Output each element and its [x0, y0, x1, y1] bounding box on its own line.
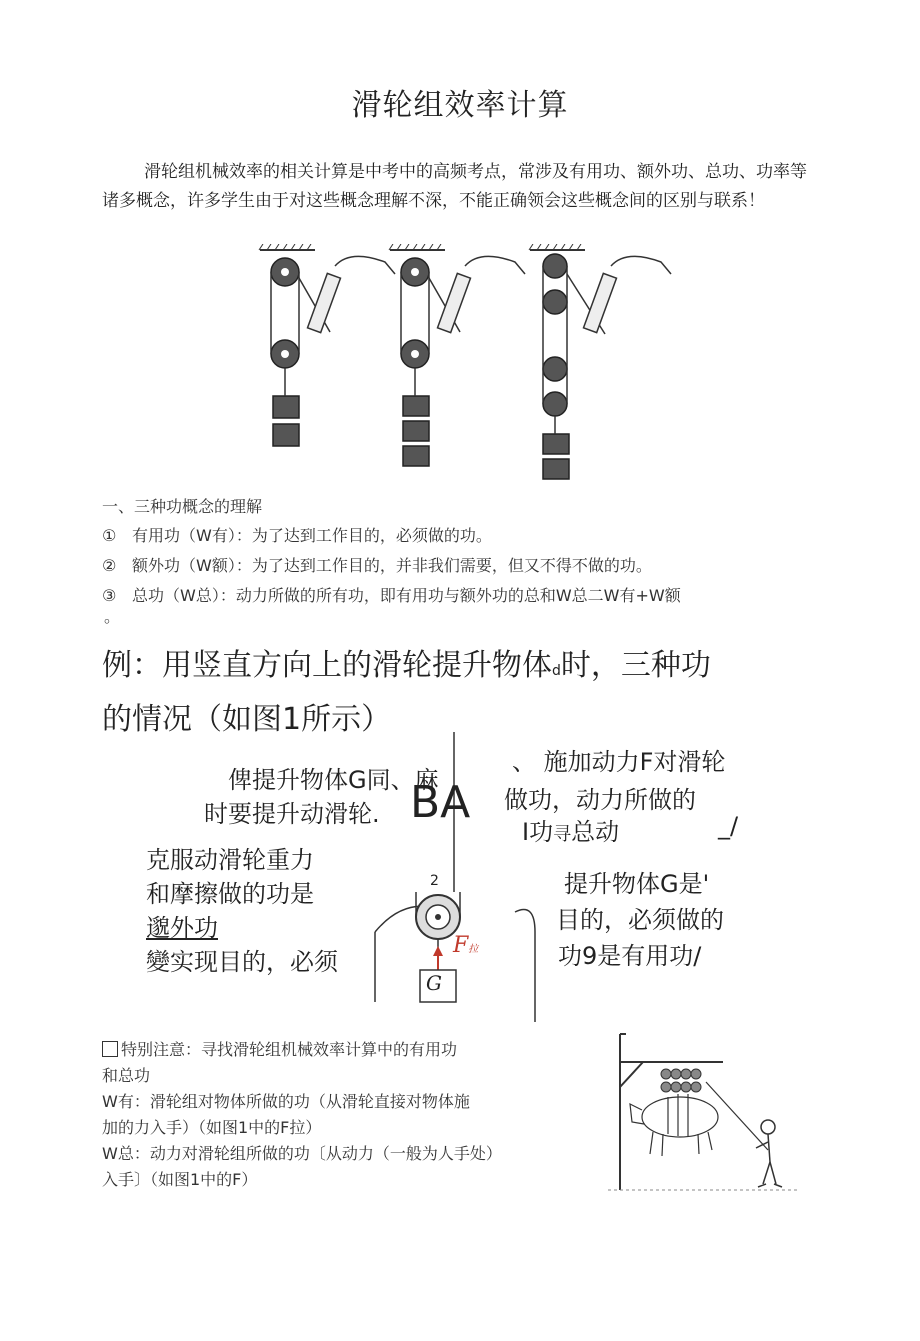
example-line-2: 的情况（如图1所示）: [102, 702, 392, 737]
note-line-1: [102, 1037, 457, 1060]
note-line-3: W有：滑轮组对物体所做的功（从滑轮直接对物体施: [102, 1092, 470, 1111]
callout-small: 寻: [553, 824, 572, 845]
weight-label-g: G: [426, 971, 442, 995]
concept-item-useful: [102, 523, 492, 546]
section-heading: 一、三种功概念的理解: [102, 497, 263, 516]
intro-paragraph: 滑轮组机械效率的相关计算是中考中的高频考点，常涉及有用功、额外功、总功、功率等诸多概念，许多学生由于对这些概念理解不深，不能正确领会这些概念间的区别与联系！: [102, 162, 807, 211]
pulley-experiment-illustration: [255, 244, 695, 484]
concept-item-total: [102, 583, 681, 606]
note-line-2: 和总功: [102, 1066, 151, 1085]
note-line-5: W总：动力对滑轮组所做的功〔从动力（一般为人手处）: [102, 1144, 502, 1163]
callout-right-top-1: 、 施加动力F对滑轮: [512, 748, 726, 776]
example-text: 例：用竖直方向上的滑轮提升物体: [102, 648, 552, 683]
page-title: 滑轮组效率计算: [351, 88, 569, 123]
example-line-1: [102, 640, 711, 684]
callout-left-mid-2: 和摩擦做的功是: [146, 880, 314, 908]
checkbox-square-icon: [102, 1041, 118, 1057]
item-number: ③: [102, 586, 117, 605]
item-tail: 。: [104, 607, 121, 626]
callout-left-mid-3: 邈外功: [146, 914, 218, 942]
item-text: 有用功（W有）：为了达到工作目的，必须做的功。: [132, 526, 492, 545]
callout-left-mid-4: 變实现目的，必须: [146, 948, 338, 976]
f-sub: 拉: [468, 944, 479, 955]
callout-left-mid-1: 克服动滑轮重力: [146, 846, 314, 874]
item-number: ①: [102, 526, 117, 545]
item-number: ②: [102, 556, 117, 575]
callout-right-top-2: 做功，动力所做的: [504, 786, 696, 814]
force-label-f: [453, 933, 478, 958]
item-text: 额外功（W额）：为了达到工作目的，并非我们需要，但又不得不做的功。: [132, 556, 652, 575]
note-line-4: 加的力入手）（如图1中的F拉）: [102, 1118, 322, 1137]
example-small: d: [552, 663, 561, 679]
callout-right-top-3: [522, 812, 619, 847]
callout-left-top-1: 俾提升物体G同、麻: [228, 766, 439, 794]
callout-right-top-tail: _/: [718, 812, 739, 840]
f-letter: F: [453, 933, 469, 958]
callout-part: I功: [522, 818, 554, 846]
callout-part-end: 总动: [571, 818, 620, 846]
man-lifting-cow-illustration: [608, 1032, 798, 1192]
callout-right-mid-3: 功9是有用功/: [558, 942, 702, 970]
note-text: 特别注意：寻找滑轮组机械效率计算中的有用功: [121, 1040, 458, 1059]
item-text: 总功（W总）：动力所做的所有功，即有用功与额外功的总和W总二W有+W额: [132, 586, 681, 605]
note-line-6: 入手〕（如图1中的F）: [102, 1170, 258, 1189]
callout-ba: BA: [410, 777, 471, 828]
callout-left-top-2: 时要提升动滑轮.: [204, 800, 380, 828]
example-text-end: 时，三种功: [560, 648, 711, 683]
callout-right-mid-1: 提升物体G是': [564, 870, 710, 898]
figure-number-2: 2: [430, 873, 439, 889]
concept-item-extra: [102, 553, 652, 576]
callout-right-mid-2: 目的，必须做的: [556, 906, 724, 934]
